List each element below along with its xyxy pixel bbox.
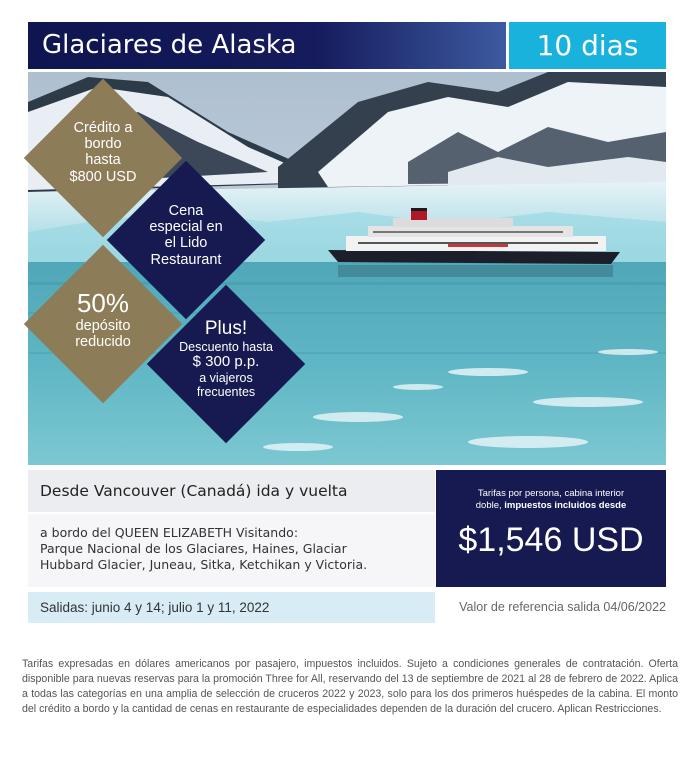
plus-heading: Plus!: [204, 318, 248, 339]
cruise-title: Glaciares de Alaska: [28, 22, 506, 69]
credit-line-2: bordo: [84, 136, 122, 153]
credit-line-3: hasta: [85, 152, 121, 169]
plus-line-4: a viajeros: [199, 370, 253, 385]
dinner-line-2: especial en: [149, 219, 223, 236]
price-note-bold: impuestos incluidos desde: [504, 500, 627, 511]
frequent-traveler-text: [160, 318, 292, 399]
onboard-credit-text: [48, 120, 158, 185]
price-note-line-1: Tarifas por persona, cabina interior: [477, 488, 625, 499]
duration-badge: 10 dias: [509, 22, 666, 69]
plus-line-2: Descuento hasta: [179, 340, 273, 354]
special-dinner-text: [130, 203, 242, 268]
departure-port: Desde Vancouver (Canadá) ida y vuelta: [28, 470, 435, 512]
dinner-line-4: Restaurant: [150, 251, 222, 268]
dinner-line-1: Cena: [168, 203, 204, 219]
price-note-plain: doble,: [475, 500, 505, 511]
deposit-percent: 50%: [76, 288, 130, 318]
terms-and-conditions: Tarifas expresadas en dólares americanos por pasajero, impuestos incluidos. Sujeto a condiciones generales de contratación. Oferta disponible para nuevas reservas para la promoción Three for All, reservando del 13 de septiembre de 2021 al 28 de febrero de 2022. Aplica a todas las categorías en una amplia de selección de cruceros 2022 y 2023, solo para los dos primeros huéspedes de la cabina. El monto del crédito a bordo y la cantidad de cenas en restaurante de especialidades dependen de la duración del crucero. Aplican Restricciones.: [22, 658, 678, 715]
credit-line-4: $800 USD: [69, 168, 137, 185]
reduced-deposit-text: [48, 288, 158, 350]
reference-value: Valor de referencia salida 04/06/2022: [459, 600, 666, 614]
deposit-line-2: depósito: [75, 318, 131, 334]
itinerary-line-3: Hubbard Glacier, Juneau, Sitka, Ketchikan y Victoria.: [40, 557, 368, 572]
price-note-line-2: [454, 500, 648, 512]
price-panel: [436, 470, 666, 587]
departure-dates: Salidas: junio 4 y 14; julio 1 y 11, 2022: [28, 592, 435, 623]
itinerary-line-2: Parque Nacional de los Glaciares, Haines, Glaciar: [40, 541, 347, 556]
itinerary: [28, 514, 435, 587]
deposit-line-3: reducido: [75, 334, 131, 351]
credit-line-1: Crédito a: [73, 120, 133, 136]
price-note: [454, 488, 648, 512]
plus-line-5: frecuentes: [196, 384, 256, 399]
dinner-line-3: el Lido: [164, 235, 208, 252]
itinerary-line-1: a bordo del QUEEN ELIZABETH Visitando:: [40, 525, 299, 540]
plus-line-3: $ 300 p.p.: [192, 353, 260, 370]
price-value: $1,546 USD: [458, 521, 644, 559]
